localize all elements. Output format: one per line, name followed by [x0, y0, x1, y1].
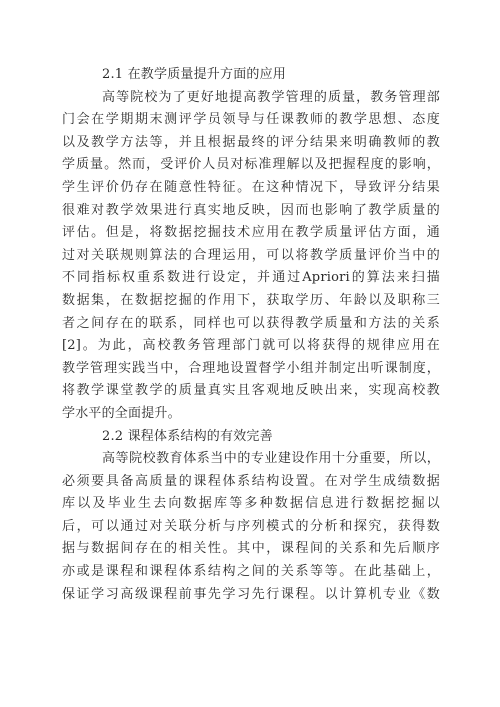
document-body [62, 64, 440, 606]
paragraph-line: 高等院校为了更好地提高教学管理的质量，教务管理部 [102, 89, 440, 105]
paragraph-line: 评估。但是，将数据挖掘技术应用在教学质量评估方面，通 [62, 225, 440, 241]
paragraph-line: 将教学课堂教学的质量真实且客观地反映出来，实现高校教 [62, 383, 440, 399]
paragraph-line: 教学管理实践当中，合理地设置督学小组并制定出听课制度， [62, 360, 440, 376]
paragraph-line: 亦或是课程和课程体系结构之间的关系等等。在此基础上， [62, 564, 440, 580]
paragraph-line: 门会在学期期末测评学员领导与任课教师的教学思想、态度 [62, 112, 440, 128]
paragraph-line: 不同指标权重系数进行设定，并通过Apriori的算法来扫描 [62, 270, 440, 286]
paragraph-line: 数据集，在数据挖掘的作用下，获取学历、年龄以及职称三 [62, 292, 440, 308]
paragraph-line: 保证学习高级课程前事先学习先行课程。以计算机专业《数 [62, 586, 440, 602]
section-heading-2-2: 2.2 课程体系结构的有效完善 [102, 428, 273, 444]
section-2-1-paragraph [62, 87, 440, 426]
paragraph-line: 学质量。然而，受评价人员对标准理解以及把握程度的影响， [62, 157, 440, 173]
section-heading-2-1: 2.1 在教学质量提升方面的应用 [102, 67, 287, 82]
paragraph-line: 必须要具备高质量的课程体系结构设置。在对学生成绩数据 [62, 473, 440, 489]
paragraph-line: 以及教学方法等，并且根据最终的评分结果来明确教师的教 [62, 134, 440, 150]
paragraph-line: 高等院校教育体系当中的专业建设作用十分重要，所以， [102, 451, 440, 467]
paragraph-line: 学生评价仍存在随意性特征。在这种情况下，导致评分结果 [62, 179, 440, 195]
paragraph-line: 学水平的全面提升。 [62, 405, 181, 421]
paragraph-line: 者之间存在的联系，同样也可以获得教学质量和方法的关系 [62, 315, 440, 331]
section-2-2-paragraph [62, 448, 440, 606]
paragraph-line: 后，可以通过对关联分析与序列模式的分析和探究，获得数 [62, 518, 440, 534]
paragraph-line: 据与数据间存在的相关性。其中，课程间的关系和先后顺序 [62, 541, 440, 557]
paragraph-line: 过对关联规则算法的合理运用，可以将教学质量评价当中的 [62, 247, 440, 263]
paragraph-line: 很难对教学效果进行真实地反映，因而也影响了教学质量的 [62, 202, 440, 218]
paragraph-line: [2]。为此，高校教务管理部门就可以将获得的规律应用在 [62, 338, 440, 354]
paragraph-line: 库以及毕业生去向数据库等多种数据信息进行数据挖掘以 [62, 496, 440, 512]
